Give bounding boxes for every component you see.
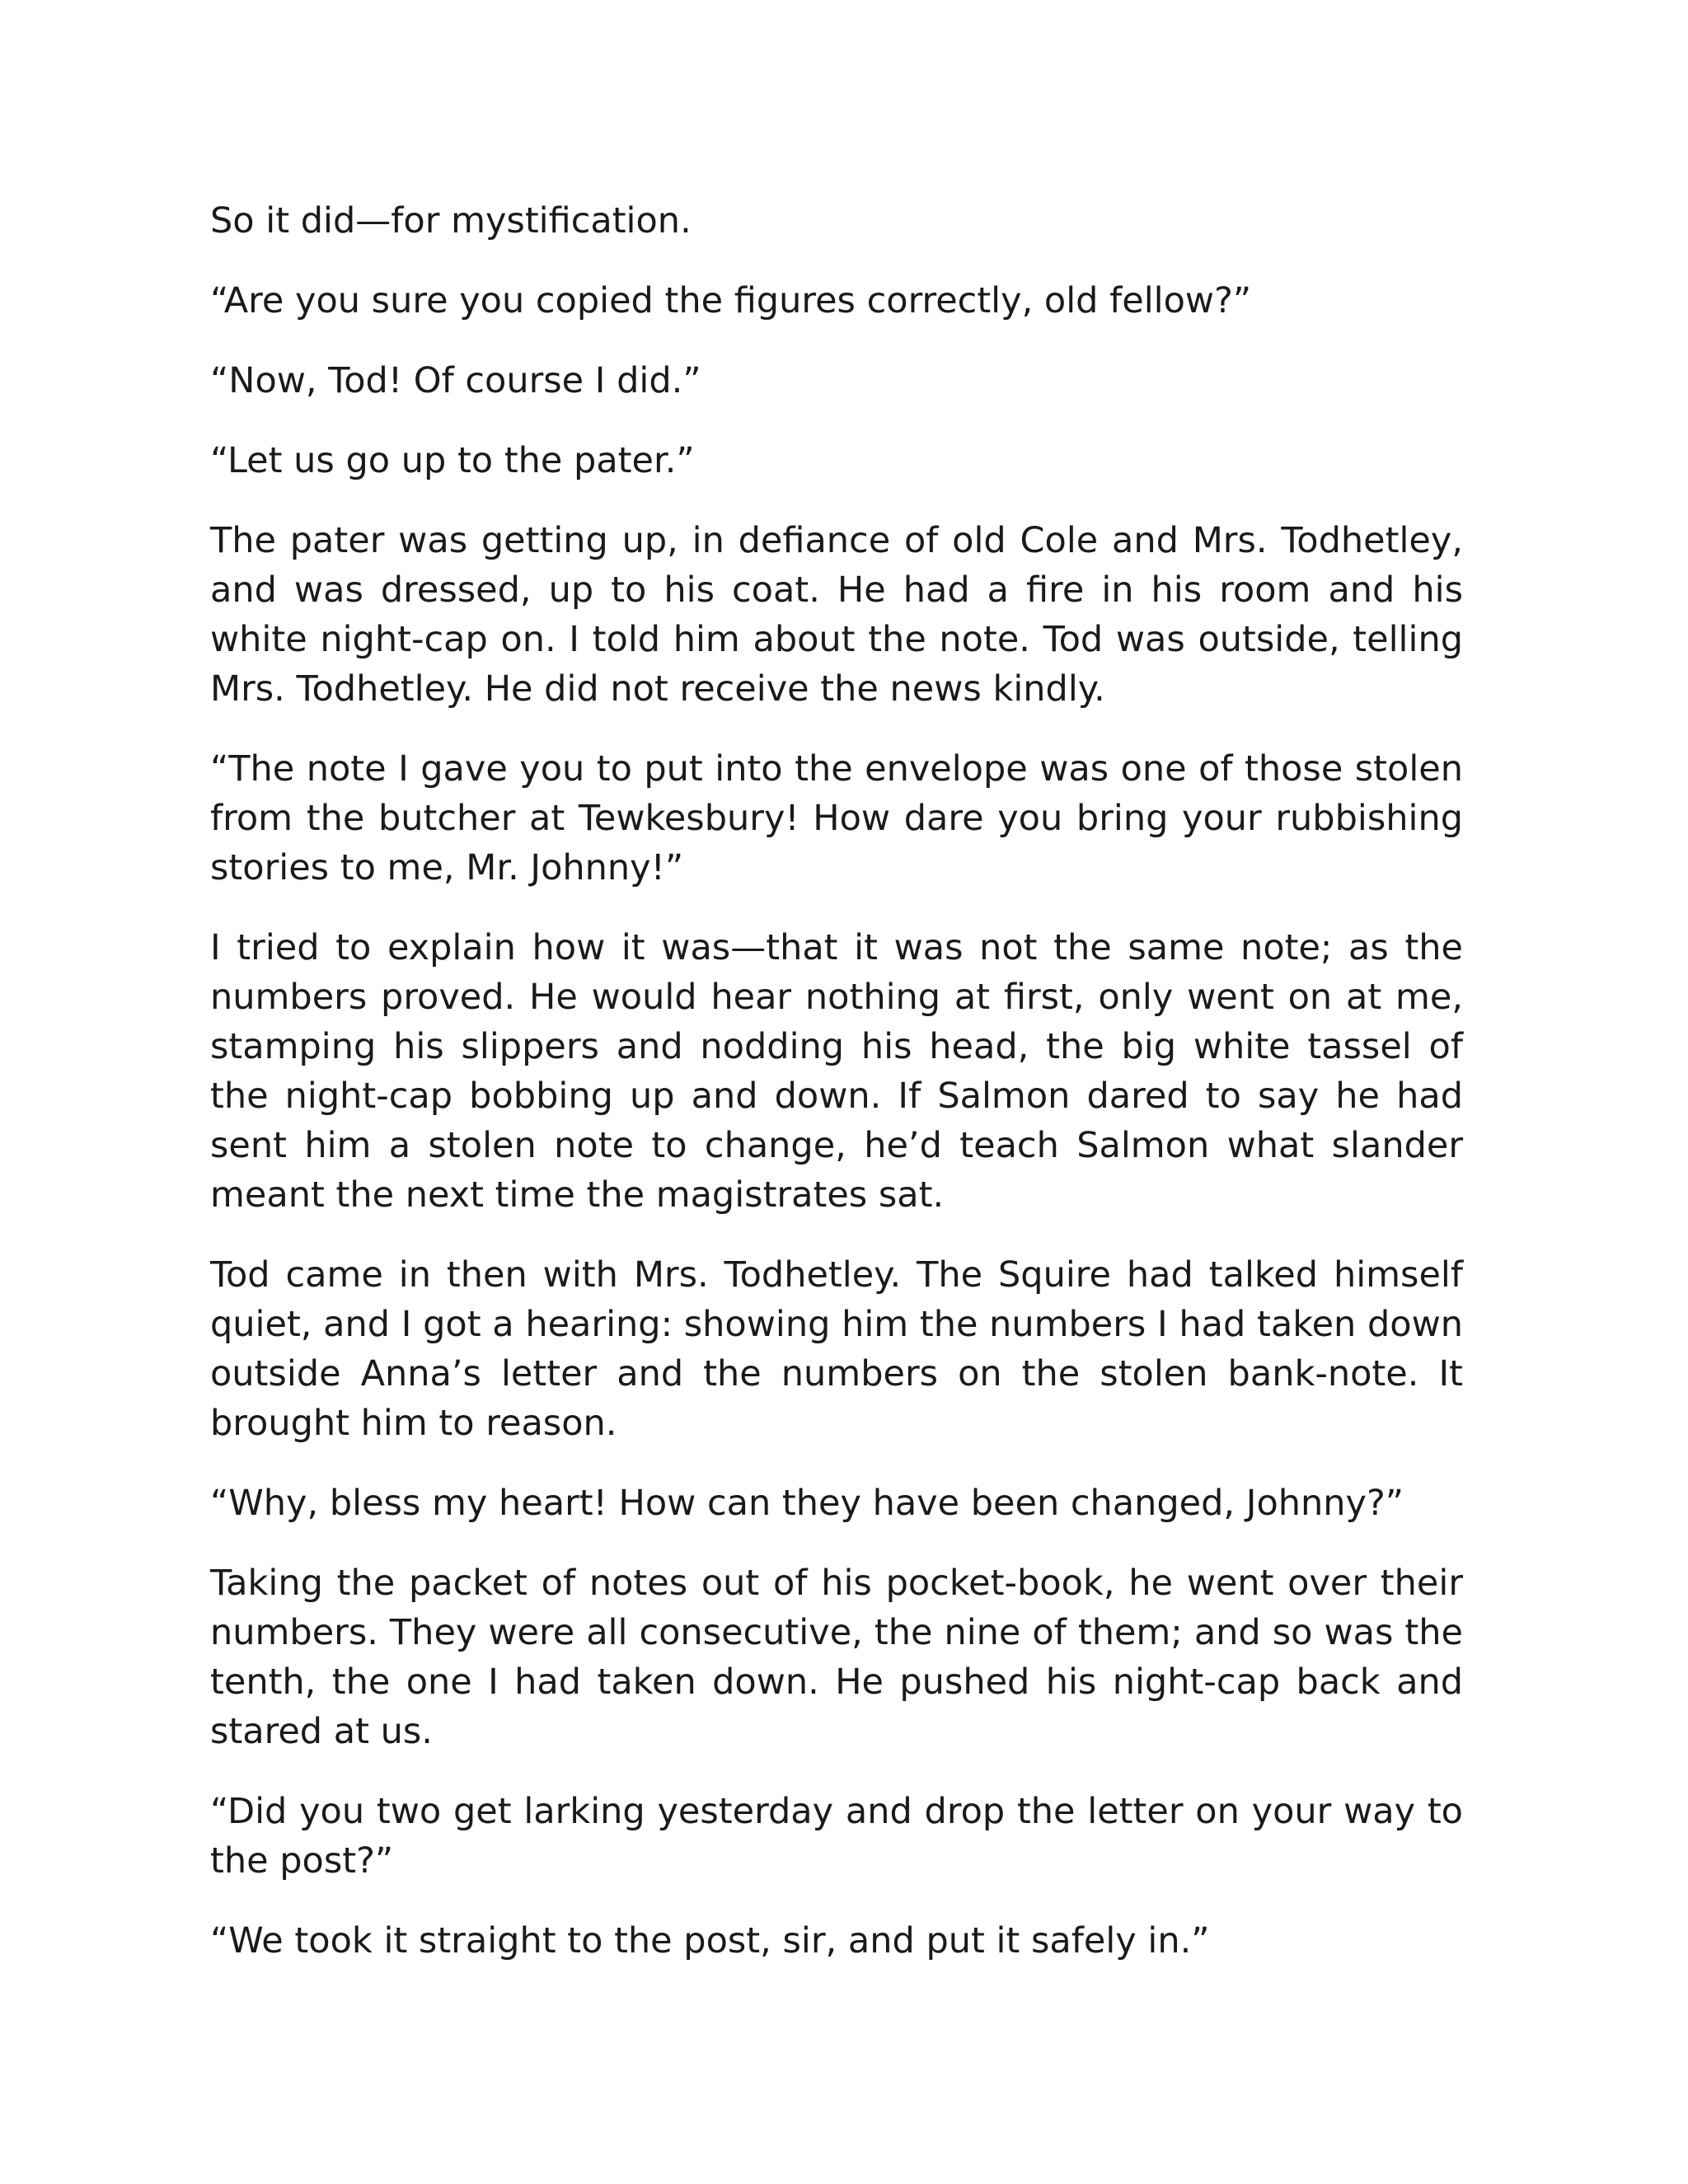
paragraph: “Did you two get larking yesterday and drop the letter on your way to the post?”: [210, 1791, 1463, 1882]
paragraph: “The note I gave you to put into the envelope was one of those stolen from the butcher at Tewkesbury! How dare you bring your rubbishing stories to me, Mr. Johnny!”: [210, 748, 1463, 888]
paragraph: “Now, Tod! Of course I did.”: [210, 360, 701, 401]
page-text: [210, 196, 1463, 1996]
paragraph: “We took it straight to the post, sir, and put it safely in.”: [210, 1920, 1210, 1961]
paragraph: I tried to explain how it was—that it was not the same note; as the numbers proved. He would hear nothing at first, only went on at me, stamping his slippers and nodding his head, the big white tassel of the night-cap bobbing up and down. If Salmon dared to say he had sent him a stolen note to change, he’d teach Salmon what slander meant the next time the magistrates sat.: [210, 927, 1463, 1216]
paragraph: So it did—for mystification.: [210, 200, 692, 241]
paragraph: Taking the packet of notes out of his pocket-book, he went over their numbers. They were all consecutive, the nine of them; and so was the tenth, the one I had taken down. He pushed his night-cap back and stared at us.: [210, 1563, 1463, 1752]
paragraph: “Let us go up to the pater.”: [210, 440, 695, 481]
paragraph: “Why, bless my heart! How can they have been changed, Johnny?”: [210, 1483, 1404, 1524]
paragraph: “Are you sure you copied the figures correctly, old fellow?”: [210, 280, 1252, 321]
paragraph: Tod came in then with Mrs. Todhetley. The Squire had talked himself quiet, and I got a hearing: showing him the numbers I had taken down outside Anna’s letter and the numbers on the stolen bank-note. It brought him to reason.: [210, 1254, 1463, 1444]
paragraph: The pater was getting up, in defiance of old Cole and Mrs. Todhetley, and was dressed, up to his coat. He had a fire in his room and his white night-cap on. I told him about the note. Tod was outside, telling Mrs. Todhetley. He did not receive the news kindly.: [210, 520, 1463, 710]
